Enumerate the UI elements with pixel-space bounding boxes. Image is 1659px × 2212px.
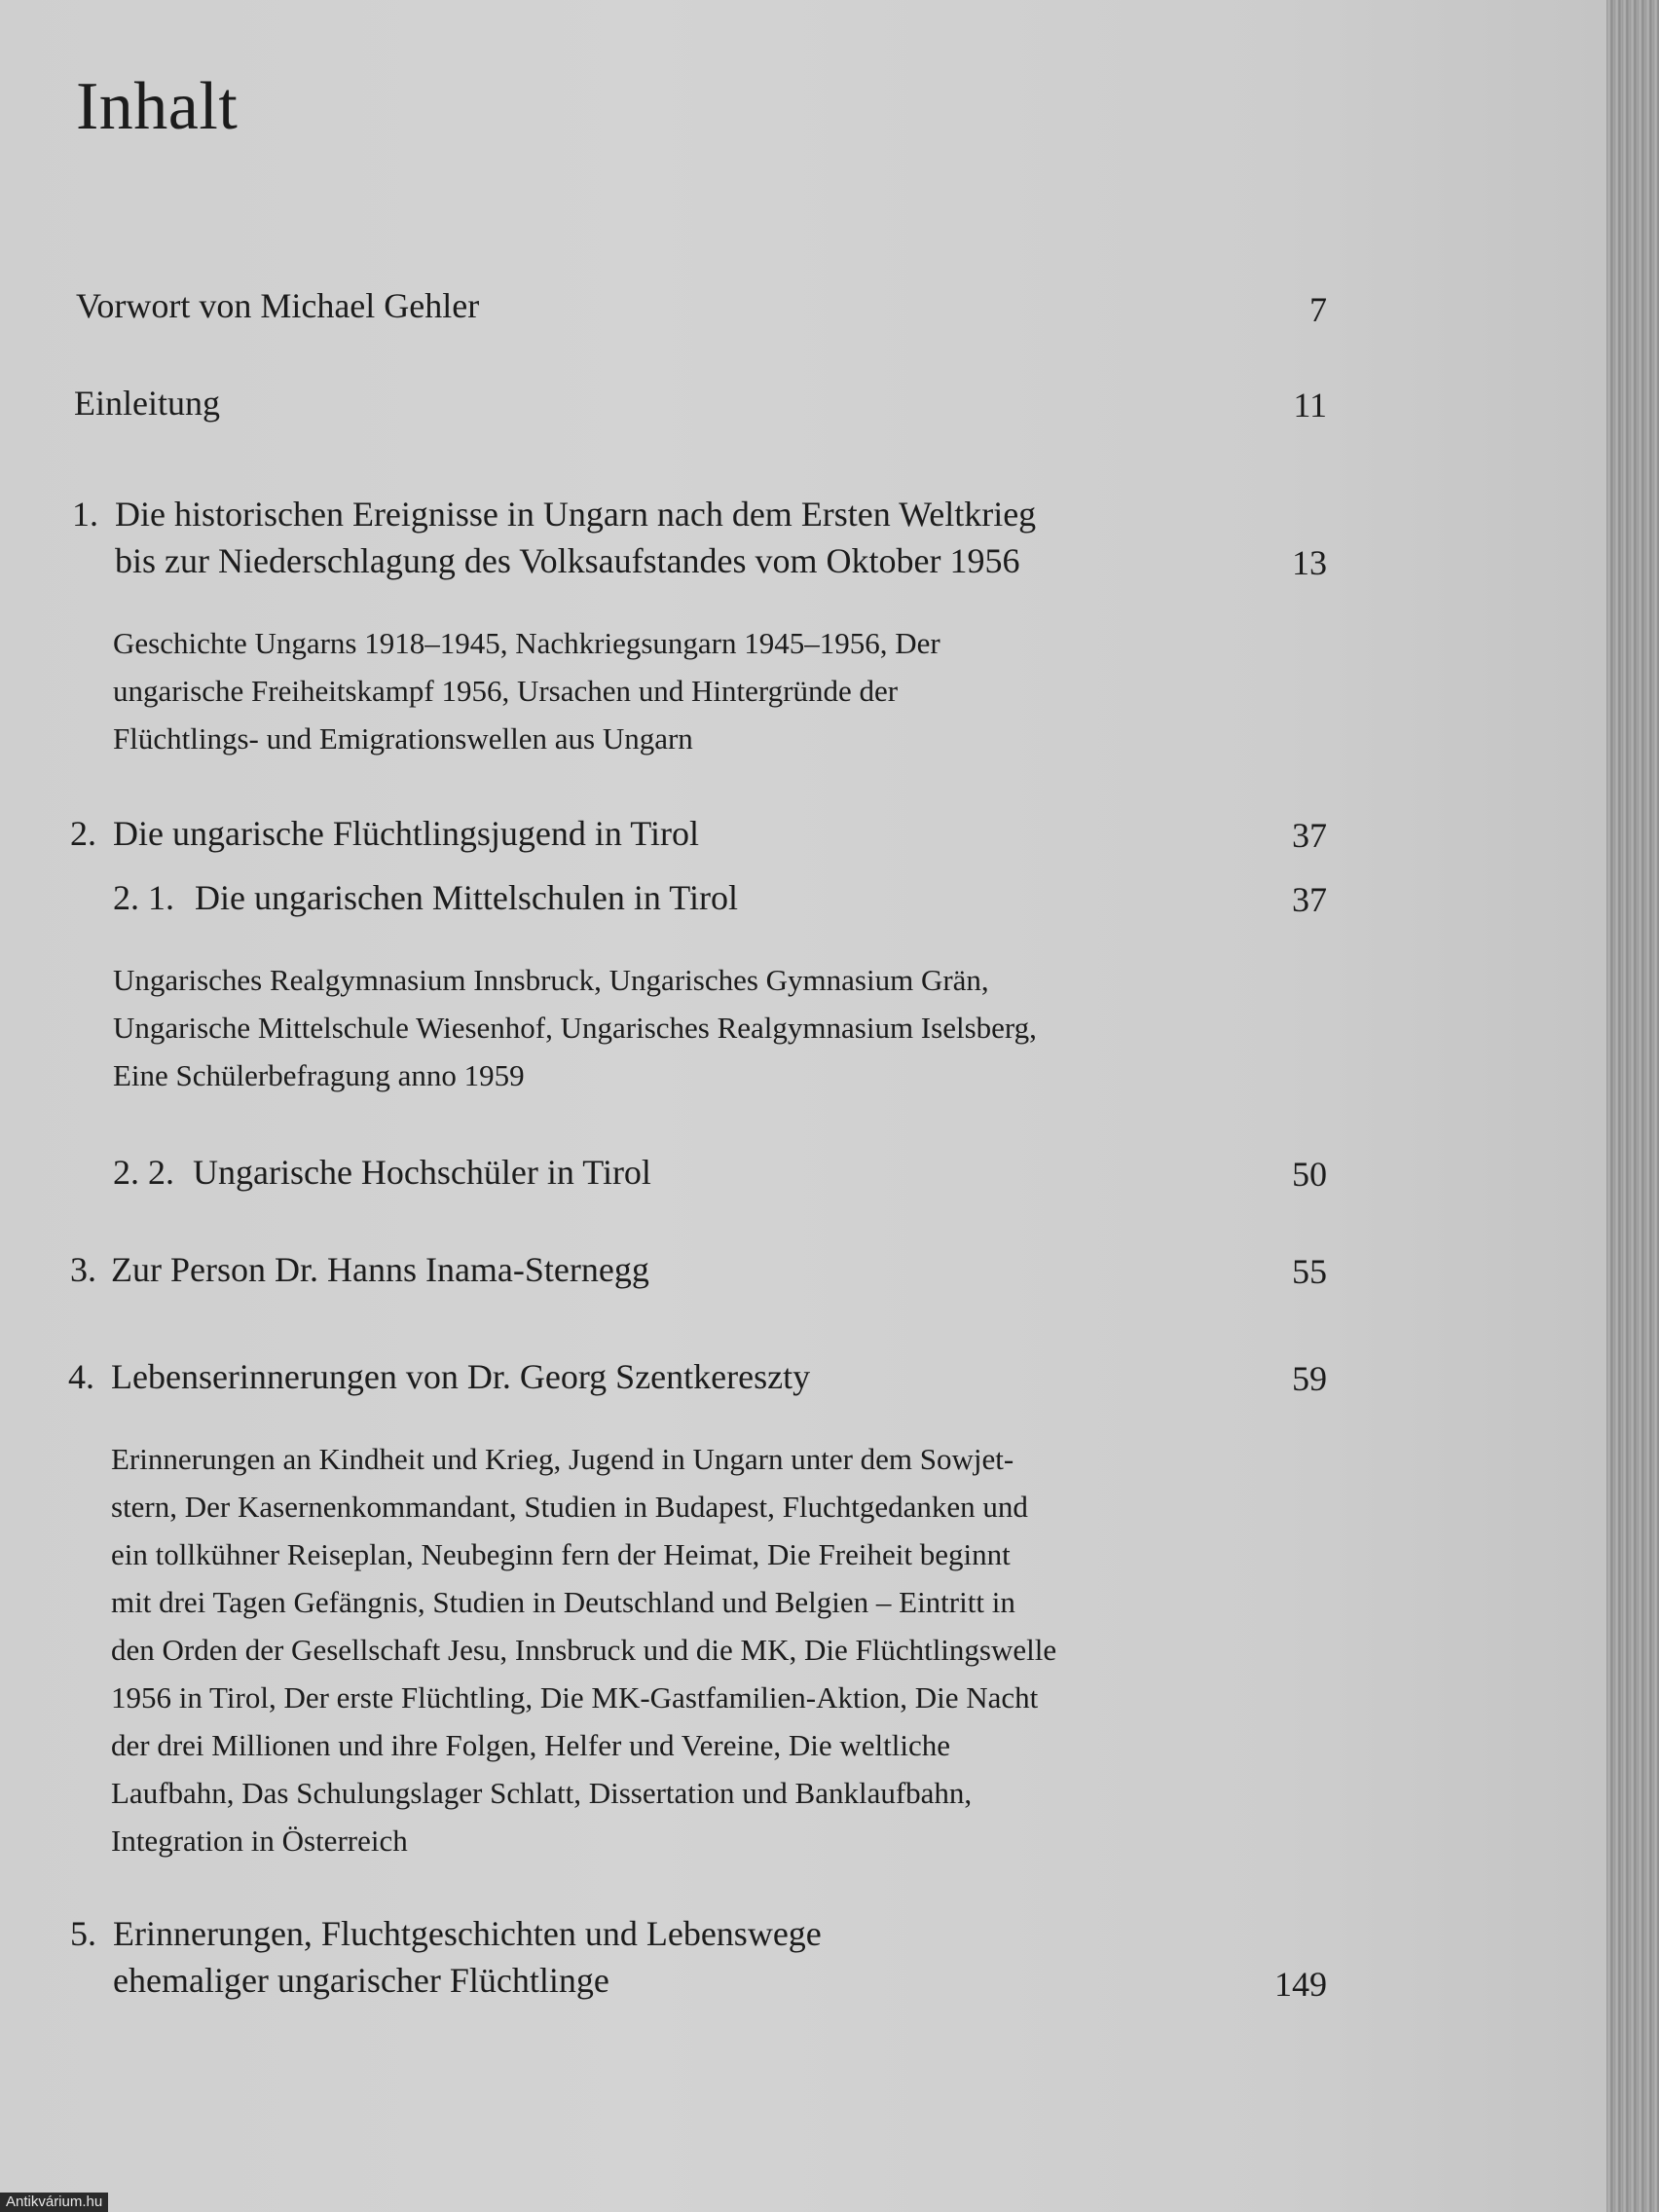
entry-page-number: 50	[1292, 1155, 1327, 1194]
page-edge	[1606, 0, 1659, 2212]
entry-page-number: 11	[1293, 386, 1327, 424]
entry-title: Ungarische Hochschüler in Tirol	[193, 1153, 651, 1192]
entry-title: Die ungarische Flüchtlingsjugend in Tirol	[113, 814, 699, 853]
description-line: ein tollkühner Reiseplan, Neubeginn fern der Heimat, Die Freiheit beginnt	[111, 1537, 1011, 1571]
description-line: Flüchtlings- und Emigrationswellen aus Ungarn	[113, 721, 693, 756]
entry-title: Zur Person Dr. Hanns Inama-Sternegg	[111, 1250, 649, 1289]
page-title: Inhalt	[76, 69, 239, 144]
entry-title: Lebenserinnerungen von Dr. Georg Szentkereszty	[111, 1357, 811, 1396]
entry-number: 2.	[70, 814, 96, 853]
entry-number: 4.	[68, 1357, 94, 1396]
entry-title: Einleitung	[74, 384, 220, 423]
description-line: stern, Der Kasernenkommandant, Studien in Budapest, Fluchtgedanken und	[111, 1490, 1028, 1524]
entry-title: Vorwort von Michael Gehler	[76, 286, 480, 325]
entry-number: 2. 1.	[113, 878, 174, 917]
entry-page-number: 13	[1292, 543, 1327, 582]
description-line: Erinnerungen an Kindheit und Krieg, Jugend in Ungarn unter dem Sowjet-	[111, 1442, 1014, 1476]
watermark: Antikvárium.hu	[0, 2193, 108, 2212]
entry-title-line-1: Die historischen Ereignisse in Ungarn nach dem Ersten Weltkrieg	[115, 495, 1037, 534]
entry-page-number: 37	[1292, 880, 1327, 919]
description-line: Ungarisches Realgymnasium Innsbruck, Ungarisches Gymnasium Grän,	[113, 963, 989, 997]
entry-page-number: 59	[1292, 1359, 1327, 1398]
entry-number: 3.	[70, 1250, 96, 1289]
description-line: Geschichte Ungarns 1918–1945, Nachkriegsungarn 1945–1956, Der	[113, 626, 940, 660]
description-line: Laufbahn, Das Schulungslager Schlatt, Dissertation und Banklaufbahn,	[111, 1776, 973, 1810]
entry-page-number: 149	[1274, 1965, 1327, 2004]
description-line: Integration in Österreich	[111, 1824, 408, 1858]
description-line: mit drei Tagen Gefängnis, Studien in Deutschland und Belgien – Eintritt in	[111, 1585, 1015, 1619]
entry-number: 5.	[70, 1914, 96, 1953]
entry-title-line-2: bis zur Niederschlagung des Volksaufstandes vom Oktober 1956	[115, 541, 1020, 580]
entry-description	[113, 619, 1242, 762]
entry-number: 1.	[72, 495, 98, 534]
description-line: Eine Schülerbefragung anno 1959	[113, 1058, 525, 1092]
description-line: Ungarische Mittelschule Wiesenhof, Ungarisches Realgymnasium Iselsberg,	[113, 1011, 1037, 1045]
entry-title-line-1: Erinnerungen, Fluchtgeschichten und Lebenswege	[113, 1914, 822, 1953]
description-line: 1956 in Tirol, Der erste Flüchtling, Die MK-Gastfamilien-Aktion, Die Nacht	[111, 1680, 1039, 1714]
entry-page-number: 37	[1292, 816, 1327, 855]
entry-number: 2. 2.	[113, 1153, 174, 1192]
description-line: ungarische Freiheitskampf 1956, Ursachen und Hintergründe der	[113, 674, 899, 708]
entry-description	[113, 956, 1242, 1099]
description-line: der drei Millionen und ihre Folgen, Helfer und Vereine, Die weltliche	[111, 1728, 951, 1762]
entry-page-number: 55	[1292, 1252, 1327, 1291]
description-line: den Orden der Gesellschaft Jesu, Innsbruck und die MK, Die Flüchtlingswelle	[111, 1633, 1057, 1667]
entry-page-number: 7	[1309, 290, 1327, 329]
entry-title-line-2: ehemaliger ungarischer Flüchtlinge	[113, 1961, 609, 2000]
entry-title: Die ungarischen Mittelschulen in Tirol	[195, 878, 738, 917]
entry-description	[111, 1435, 1240, 1864]
